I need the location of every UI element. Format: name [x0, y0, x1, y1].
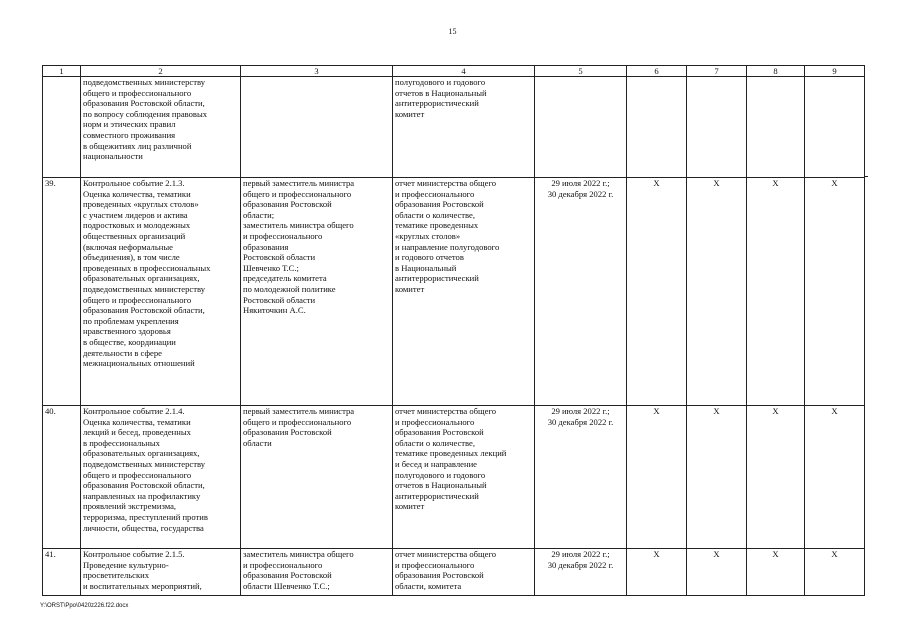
- cell-line: Проведение культурно-: [83, 559, 169, 570]
- cell-line: терроризма, преступлений против: [83, 511, 208, 522]
- cell-line: комитет: [395, 283, 425, 294]
- cell-line: с участием лидеров и актива: [83, 209, 188, 220]
- cell-line: области, комитета: [395, 580, 462, 591]
- mark-col-8: Х: [747, 406, 805, 549]
- mark-col-6: Х: [627, 549, 687, 596]
- cell-line: образования Ростовской области,: [83, 305, 205, 316]
- cell-line: тематике проведенных: [395, 220, 479, 231]
- cell-line: образования Ростовской: [395, 427, 484, 438]
- table-row: [43, 549, 865, 596]
- responsible-persons: [241, 549, 393, 596]
- cell-line: Някиточкин А.С.: [243, 305, 306, 316]
- cell-line: общего и профессионального: [83, 87, 192, 98]
- cell-line: отчетов в Национальный: [395, 87, 487, 98]
- cell-line: области;: [243, 209, 275, 220]
- cell-line: Оценка количества, тематики: [83, 188, 191, 199]
- cell-line: Контрольное событие 2.1.3.: [83, 178, 185, 188]
- cell-line: Контрольное событие 2.1.5.: [83, 549, 185, 559]
- col-header: 5: [535, 66, 627, 77]
- cell-line: образовательных организациях,: [83, 448, 200, 459]
- cell-line: отчет министерства общего: [395, 549, 497, 559]
- row-number: [43, 77, 81, 178]
- cell-line: общего и профессионального: [243, 416, 352, 427]
- cell-line: области: [243, 437, 272, 448]
- cell-line: по молодежной политике: [243, 283, 336, 294]
- col-header: 3: [241, 66, 393, 77]
- cell-line: образовательных организациях,: [83, 273, 200, 284]
- row-number: 39.: [43, 178, 81, 406]
- table-row: [43, 178, 865, 406]
- cell-line: 29 июля 2022 г.;: [551, 549, 610, 559]
- cell-line: и воспитательных мероприятий,: [83, 580, 202, 591]
- cell-line: заместитель министра общего: [243, 220, 354, 231]
- row-number: 40.: [43, 406, 81, 549]
- cell-line: образования Ростовской: [243, 427, 332, 438]
- cell-line: и направление полугодового: [395, 241, 500, 252]
- cell-line: и профессионального: [243, 559, 323, 570]
- deadline-dates: [535, 406, 627, 549]
- mark-col-6: Х: [627, 178, 687, 406]
- col-header: 2: [81, 66, 241, 77]
- expected-result: [393, 549, 535, 596]
- cell-line: образования Ростовской: [395, 199, 484, 210]
- mark-col-6: Х: [627, 406, 687, 549]
- cell-line: тематике проведенных лекций: [395, 448, 507, 459]
- cell-line: совместного проживания: [83, 129, 176, 140]
- cell-line: антитеррористический: [395, 98, 479, 109]
- cell-line: антитеррористический: [395, 273, 479, 284]
- cell-line: по вопросу соблюдения правовых: [83, 108, 208, 119]
- cell-line: образования Ростовской области,: [83, 480, 205, 491]
- expected-result: [393, 406, 535, 549]
- cell-line: области о количестве,: [395, 209, 476, 220]
- cell-line: в общежитиях лиц различной: [83, 140, 192, 151]
- mark-col-8: Х: [747, 549, 805, 596]
- mark-col-7: Х: [687, 549, 747, 596]
- cell-line: проведенных в профессиональных: [83, 262, 211, 273]
- event-description: [81, 549, 241, 596]
- cell-line: подростковых и молодежных: [83, 220, 191, 231]
- cell-line: и профессионального: [395, 188, 475, 199]
- cell-line: первый заместитель министра: [243, 178, 355, 188]
- cell-line: отчет министерства общего: [395, 178, 497, 188]
- cell-line: личности, общества, государства: [83, 522, 204, 533]
- cell-line: общественных организаций: [83, 230, 186, 241]
- cell-line: председатель комитета: [243, 273, 327, 284]
- cell-line: отчет министерства общего: [395, 406, 497, 416]
- cell-line: 30 декабря 2022 г.: [547, 559, 614, 570]
- responsible-persons: [241, 77, 393, 178]
- col-header: 7: [687, 66, 747, 77]
- expected-result: [393, 77, 535, 178]
- row-number: 41.: [43, 549, 81, 596]
- cell-line: области о количестве,: [395, 437, 476, 448]
- mark-col-9: [805, 77, 865, 178]
- mark-col-8: Х: [747, 178, 805, 406]
- deadline-dates: [535, 549, 627, 596]
- cell-line: межнациональных отношений: [83, 358, 195, 369]
- deadline-dates: [535, 178, 627, 406]
- col-header: 1: [43, 66, 81, 77]
- page-number: 15: [448, 27, 457, 36]
- cell-line: направленных на профилактику: [83, 490, 201, 501]
- cell-line: и профессионального: [395, 416, 475, 427]
- cell-line: просветительских: [83, 570, 150, 581]
- cell-line: объединения), в том числе: [83, 252, 180, 263]
- cell-line: образования: [243, 241, 289, 252]
- mark-col-6: [627, 77, 687, 178]
- col-header: 4: [393, 66, 535, 77]
- cell-line: полугодового и годового: [395, 77, 486, 87]
- cell-line: подведомственных министерству: [83, 283, 206, 294]
- mark-col-7: [687, 77, 747, 178]
- deadline-dates: [535, 77, 627, 178]
- cell-line: полугодового и годового: [395, 469, 486, 480]
- cell-line: (включая неформальные: [83, 241, 173, 252]
- cell-line: Ростовской области: [243, 294, 316, 305]
- file-path-footer: Y:\ORST\Ppo\0420z226.f22.docx: [40, 603, 129, 609]
- mark-col-8: [747, 77, 805, 178]
- cell-line: в обществе, координации: [83, 336, 176, 347]
- cell-line: отчетов в Национальный: [395, 480, 487, 491]
- event-description: [81, 406, 241, 549]
- cell-line: заместитель министра общего: [243, 549, 354, 559]
- cell-line: проведенных «круглых столов»: [83, 199, 199, 210]
- expected-result: [393, 178, 535, 406]
- mark-col-9: Х: [805, 549, 865, 596]
- cell-line: по проблемам укрепления: [83, 315, 179, 326]
- cell-line: деятельности в сфере: [83, 347, 162, 358]
- cell-line: комитет: [395, 501, 425, 512]
- cell-line: 29 июля 2022 г.;: [551, 178, 610, 188]
- cell-line: 30 декабря 2022 г.: [547, 188, 614, 199]
- event-description: [81, 77, 241, 178]
- cell-line: и годового отчетов: [395, 252, 464, 263]
- cell-line: национальности: [83, 151, 143, 162]
- cell-line: проявлений экстремизма,: [83, 501, 177, 512]
- cell-line: первый заместитель министра: [243, 406, 355, 416]
- table-row: [43, 406, 865, 549]
- cell-line: 29 июля 2022 г.;: [551, 406, 610, 416]
- responsible-persons: [241, 406, 393, 549]
- mark-col-7: Х: [687, 178, 747, 406]
- cell-line: комитет: [395, 108, 425, 119]
- cell-line: и профессионального: [395, 559, 475, 570]
- cell-line: лекций и бесед, проведенных: [83, 427, 191, 438]
- cell-line: и бесед и направление: [395, 458, 477, 469]
- col-header: 9: [805, 66, 865, 77]
- table-row: [43, 77, 865, 178]
- cell-line: подведомственных министерству: [83, 77, 206, 87]
- column-number-row: [43, 66, 865, 77]
- col-header: 8: [747, 66, 805, 77]
- cell-line: Шевченко Т.С.;: [243, 262, 299, 273]
- cell-line: общего и профессионального: [83, 294, 192, 305]
- responsible-persons: [241, 178, 393, 406]
- mark-col-9: Х: [805, 406, 865, 549]
- cell-line: общего и профессионального: [83, 469, 192, 480]
- cell-line: общего и профессионального: [243, 188, 352, 199]
- cell-line: в Национальный: [395, 262, 457, 273]
- col-header: 6: [627, 66, 687, 77]
- cell-line: образования Ростовской области,: [83, 98, 205, 109]
- cell-line: образования Ростовской: [395, 570, 484, 581]
- cell-line: Контрольное событие 2.1.4.: [83, 406, 185, 416]
- cell-line: нравственного здоровья: [83, 326, 171, 337]
- mark-col-7: Х: [687, 406, 747, 549]
- cell-line: образования Ростовской: [243, 199, 332, 210]
- cell-line: Ростовской области: [243, 252, 316, 263]
- cell-line: подведомственных министерству: [83, 458, 206, 469]
- cell-line: в профессиональных: [83, 437, 160, 448]
- cell-line: образования Ростовской: [243, 570, 332, 581]
- mark-col-9: Х: [805, 178, 865, 406]
- cell-line: антитеррористический: [395, 490, 479, 501]
- cell-line: «круглых столов»: [395, 230, 461, 241]
- cell-line: норм и этических правил: [83, 119, 176, 130]
- cell-line: области Шевченко Т.С.;: [243, 580, 330, 591]
- event-description: [81, 178, 241, 406]
- cell-line: Оценка количества, тематики: [83, 416, 191, 427]
- table-edge-mark: [864, 176, 868, 177]
- cell-line: и профессионального: [243, 230, 323, 241]
- cell-line: 30 декабря 2022 г.: [547, 416, 614, 427]
- plan-table: [42, 65, 865, 596]
